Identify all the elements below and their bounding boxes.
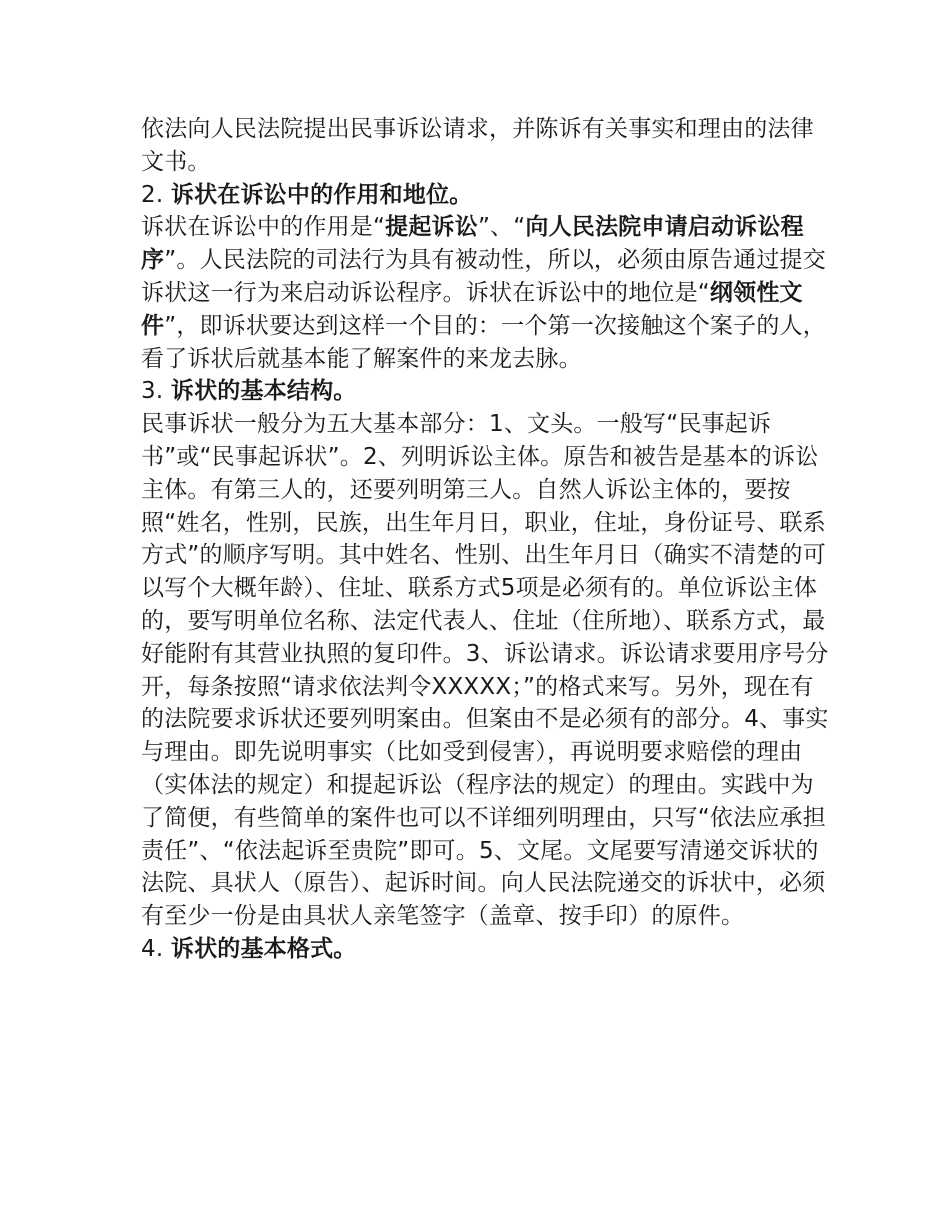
text-run: ”、“ bbox=[477, 214, 526, 241]
section-title: 诉状的基本结构。 bbox=[170, 378, 357, 405]
section-number: 2. bbox=[141, 181, 164, 208]
section-number: 4. bbox=[141, 935, 164, 962]
section-heading-4 bbox=[141, 933, 831, 966]
section-body-3 bbox=[141, 408, 831, 933]
section-title: 诉状在诉讼中的作用和地位。 bbox=[170, 181, 473, 208]
bold-text-run: 向人民法院申请启动诉讼程序 bbox=[141, 214, 804, 274]
section-body-2 bbox=[141, 211, 831, 375]
text-run: 诉状在诉讼中的作用是“ bbox=[141, 214, 386, 241]
intro-paragraph: 依法向人民法院提出民事诉讼请求，并陈诉有关事实和理由的法律文书。 bbox=[141, 116, 814, 175]
text-run: ”。人民法院的司法行为具有被动性，所以，必须由原告通过提交诉状这一行为来启动诉讼程序。诉状在诉讼中的地位是“ bbox=[141, 247, 826, 306]
section-heading-2 bbox=[141, 179, 831, 212]
bold-text-run: 提起诉讼 bbox=[385, 214, 478, 241]
text-run: 民事诉状一般分为五大基本部分：1、文头。一般写“民事起诉书”或“民事起诉状”。2、列明诉讼主体。原告和被告是基本的诉讼主体。有第三人的，还要列明第三人。自然人诉讼主体的，要按照“姓名，性别，民族，出生年月日，职业，住址，身份证号、联系方式”的顺序写明。其中姓名、性别、出生年月日（确实不清楚的可以写个大概年龄）、住址、联系方式5项是必须有的。单位诉讼主体的，要写明单位名称、法定代表人、住址（住所地）、联系方式，最好能附有其营业执照的复印件。3、诉讼请求。诉讼请求要用序号分开，每条按照“请求依法判令XXXXX；”的格式来写。另外，现在有的法院要求诉状还要列明案由。但案由不是必须有的部分。4、事实与理由。即先说明事实（比如受到侵害），再说明要求赔偿的理由（实体法的规定）和提起诉讼（程序法的规定）的理由。实践中为了简便，有些简单的案件也可以不详细列明理由，只写“依法应承担责任”、“依法起诉至贵院”即可。5、文尾。文尾要写清递交诉状的法院、具状人（原告）、起诉时间。向人民法院递交的诉状中，必须有至少一份是由具状人亲笔签字（盖章、按手印）的原件。 bbox=[141, 411, 829, 930]
text-run: ”，即诉状要达到这样一个目的：一个第一次接触这个案子的人，看了诉状后就基本能了解案件的来龙去脉。 bbox=[141, 312, 826, 372]
section-heading-3 bbox=[141, 375, 831, 408]
document-body bbox=[141, 113, 831, 966]
section-title: 诉状的基本格式。 bbox=[170, 935, 357, 962]
section-number: 3. bbox=[141, 378, 164, 405]
bold-text-run: 纲领性文件 bbox=[141, 279, 803, 339]
